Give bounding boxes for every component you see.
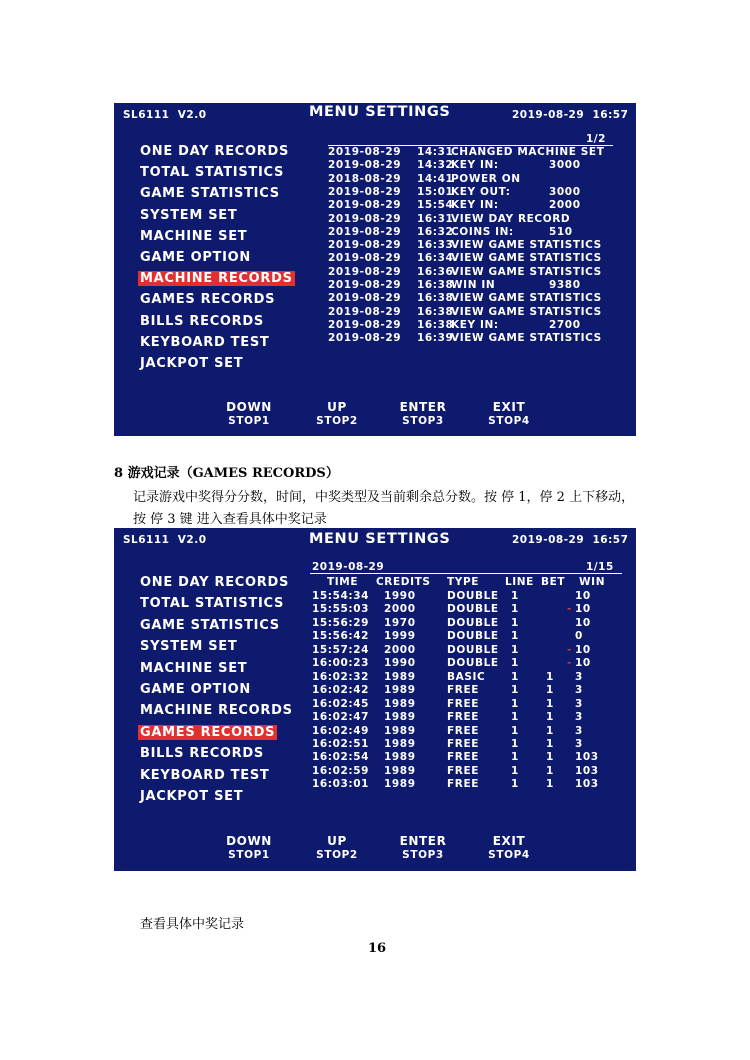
column-header-credits: CREDITS <box>376 576 431 588</box>
record-date: 2019-08-29 <box>328 279 402 291</box>
cell-time: 16:02:49 <box>312 724 370 737</box>
cell-credits: 1999 <box>384 630 416 643</box>
record-date: 2019-08-29 <box>328 146 402 158</box>
record-date: 2019-08-29 <box>328 265 402 278</box>
cell-win: 10 <box>575 616 591 629</box>
record-date: 2019-08-29 <box>328 305 402 318</box>
cell-type: DOUBLE <box>447 657 499 670</box>
record-value: 510 <box>549 225 573 238</box>
cell-win: 10 <box>575 643 591 656</box>
cell-bet: 1 <box>546 778 554 791</box>
cell-credits: 1990 <box>384 657 416 670</box>
column-header-bet: BET <box>541 576 566 588</box>
cell-line: 1 <box>511 684 519 697</box>
record-time: 16:39 <box>417 332 454 345</box>
record-date: 2019-08-29 <box>312 561 385 573</box>
cell-time: 15:56:42 <box>312 630 370 643</box>
cell-win: 3 <box>575 724 583 737</box>
menu-item-one-day-records[interactable]: ONE DAY RECORDS <box>140 144 290 159</box>
machine-records-screen <box>114 103 636 436</box>
cell-win: 3 <box>575 670 583 683</box>
cell-line: 1 <box>511 711 519 724</box>
footer-key-down[interactable]: DOWN <box>226 834 272 848</box>
record-event: COINS IN: <box>451 225 514 238</box>
record-value: 2000 <box>549 199 581 212</box>
cell-time: 16:02:42 <box>312 684 370 697</box>
cell-line: 1 <box>511 670 519 683</box>
cell-type: FREE <box>447 684 480 697</box>
record-value: 9380 <box>549 279 581 291</box>
cell-credits: 1989 <box>384 737 416 750</box>
cell-time: 16:02:32 <box>312 670 370 683</box>
cell-line: 1 <box>511 697 519 710</box>
cell-time: 16:02:59 <box>312 764 370 777</box>
record-time: 16:38 <box>417 292 454 305</box>
cell-type: FREE <box>447 737 480 750</box>
record-time: 15:54 <box>417 199 454 212</box>
menu-title: MENU SETTINGS <box>309 104 451 120</box>
footer-sub-stop2: STOP2 <box>316 415 358 427</box>
record-event: VIEW GAME STATISTICS <box>451 305 602 318</box>
cell-type: DOUBLE <box>447 590 499 602</box>
menu-item-bills-records[interactable]: BILLS RECORDS <box>140 746 264 762</box>
cell-type: BASIC <box>447 670 486 683</box>
record-event: KEY IN: <box>451 199 499 212</box>
cell-credits: 1990 <box>384 590 416 602</box>
cell-credits: 1970 <box>384 616 416 629</box>
cell-win: 10 <box>575 603 591 616</box>
cell-line: 1 <box>511 737 519 750</box>
cell-line: 1 <box>511 751 519 764</box>
record-event: KEY IN: <box>451 318 499 331</box>
footer-key-enter[interactable]: ENTER <box>399 834 447 848</box>
cell-line: 1 <box>511 657 519 670</box>
record-date: 2019-08-29 <box>328 292 402 305</box>
cell-credits: 1989 <box>384 711 416 724</box>
cell-win: 3 <box>575 684 583 697</box>
cell-credits: 2000 <box>384 643 416 656</box>
menu-item-one-day-records[interactable]: ONE DAY RECORDS <box>140 575 290 590</box>
cell-type: FREE <box>447 778 480 791</box>
record-date: 2018-08-29 <box>328 172 402 185</box>
cell-bet: 1 <box>546 670 554 683</box>
cell-credits: 1989 <box>384 670 416 683</box>
record-value: 2700 <box>549 318 581 331</box>
page-indicator: 1/15 <box>586 561 614 573</box>
footer-key-up[interactable]: UP <box>327 834 347 848</box>
menu-item-game-statistics[interactable]: GAME STATISTICS <box>140 186 280 202</box>
cell-time: 16:02:54 <box>312 751 370 764</box>
footer-key-up[interactable]: UP <box>327 400 347 414</box>
cell-win: 3 <box>575 711 583 724</box>
record-time: 16:38 <box>417 305 454 318</box>
cell-time: 16:03:01 <box>312 778 370 791</box>
menu-item-keyboard-test[interactable]: KEYBOARD TEST <box>140 767 270 783</box>
cell-credits: 1989 <box>384 697 416 710</box>
cell-time: 16:02:47 <box>312 711 370 724</box>
datetime: 2019-08-29 16:57 <box>512 534 629 546</box>
section-text-line-1: 记录游戏中奖得分分数，时间，中奖类型及当前剩余总分数。按 停 1，停 2 上下移动， <box>133 490 635 505</box>
menu-item-jackpot-set[interactable]: JACKPOT SET <box>140 356 244 371</box>
record-event: VIEW GAME STATISTICS <box>451 332 602 345</box>
record-event: CHANGED MACHINE SET <box>451 146 605 158</box>
column-header-win: WIN <box>579 576 606 588</box>
footer-sub-stop2: STOP2 <box>316 849 358 861</box>
footer-key-down[interactable]: DOWN <box>226 400 272 414</box>
menu-item-game-option[interactable]: GAME OPTION <box>140 682 251 697</box>
cell-win: 0 <box>575 630 583 643</box>
cell-type: FREE <box>447 764 480 777</box>
cell-time: 16:02:45 <box>312 697 370 710</box>
cell-line: 1 <box>511 630 519 643</box>
menu-item-keyboard-test[interactable]: KEYBOARD TEST <box>140 334 270 350</box>
cell-bet: 1 <box>546 737 554 750</box>
record-time: 16:33 <box>417 239 454 252</box>
cell-win: 103 <box>575 778 599 791</box>
record-value: 3000 <box>549 185 581 198</box>
cell-bet: 1 <box>546 724 554 737</box>
cell-type: FREE <box>447 697 480 710</box>
negative-sign: - <box>567 603 572 616</box>
cell-type: FREE <box>447 711 480 724</box>
cell-bet: 1 <box>546 764 554 777</box>
record-event: VIEW GAME STATISTICS <box>451 292 602 305</box>
record-event: KEY IN: <box>451 159 499 172</box>
negative-sign: - <box>567 657 572 670</box>
cell-win: 10 <box>575 590 591 602</box>
cell-win: 3 <box>575 737 583 750</box>
cell-time: 15:54:34 <box>312 590 370 602</box>
column-header-time: TIME <box>327 576 359 588</box>
cell-time: 16:00:23 <box>312 657 370 670</box>
menu-item-total-statistics[interactable]: TOTAL STATISTICS <box>140 165 285 181</box>
record-date: 2019-08-29 <box>328 185 402 198</box>
record-time: 16:31 <box>417 212 454 225</box>
column-header-line: LINE <box>505 576 534 588</box>
record-event: VIEW GAME STATISTICS <box>451 252 602 265</box>
cell-line: 1 <box>511 764 519 777</box>
record-time: 16:32 <box>417 225 454 238</box>
menu-item-game-option[interactable]: GAME OPTION <box>140 250 251 265</box>
negative-sign: - <box>567 643 572 656</box>
cell-time: 15:57:24 <box>312 643 370 656</box>
record-time: 16:36 <box>417 265 454 278</box>
record-date: 2019-08-29 <box>328 252 402 265</box>
menu-item-machine-records[interactable]: MACHINE RECORDS <box>140 703 293 719</box>
datetime: 2019-08-29 16:57 <box>512 109 629 121</box>
cell-line: 1 <box>511 724 519 737</box>
cell-time: 15:55:03 <box>312 603 370 616</box>
cell-type: FREE <box>447 724 480 737</box>
record-event: VIEW GAME STATISTICS <box>451 239 602 252</box>
record-date: 2019-08-29 <box>328 159 402 172</box>
menu-item-games-records[interactable]: GAMES RECORDS <box>140 292 276 308</box>
section-heading: 8 游戏记录（GAMES RECORDS） <box>114 466 339 481</box>
cell-type: DOUBLE <box>447 616 499 629</box>
games-records-screen <box>114 528 636 871</box>
column-header-type: TYPE <box>447 576 480 588</box>
cell-credits: 1989 <box>384 778 416 791</box>
footer-sub-stop3: STOP3 <box>402 849 444 861</box>
cell-win: 103 <box>575 751 599 764</box>
record-date: 2019-08-29 <box>328 225 402 238</box>
menu-item-system-set[interactable]: SYSTEM SET <box>140 639 238 655</box>
menu-item-jackpot-set[interactable]: JACKPOT SET <box>140 789 244 804</box>
footer-sub-stop1: STOP1 <box>228 415 270 427</box>
cell-line: 1 <box>511 643 519 656</box>
record-date: 2019-08-29 <box>328 332 402 345</box>
menu-item-machine-set[interactable]: MACHINE SET <box>140 660 248 676</box>
record-date: 2019-08-29 <box>328 318 402 331</box>
section-text-line-2: 按 停 3 键 进入查看具体中奖记录 <box>133 512 327 527</box>
record-event: KEY OUT: <box>451 185 511 198</box>
menu-title: MENU SETTINGS <box>309 531 451 547</box>
cell-win: 3 <box>575 697 583 710</box>
cell-line: 1 <box>511 590 519 602</box>
page-indicator: 1/2 <box>586 133 606 145</box>
model-label: SL6111 V2.0 <box>123 109 207 121</box>
cell-credits: 2000 <box>384 603 416 616</box>
record-time: 15:01 <box>417 185 454 198</box>
cell-credits: 1989 <box>384 724 416 737</box>
record-date: 2019-08-29 <box>328 239 402 252</box>
record-event: POWER ON <box>451 172 521 185</box>
footer-key-exit[interactable]: EXIT <box>492 834 526 848</box>
cell-type: DOUBLE <box>447 643 499 656</box>
menu-item-system-set[interactable]: SYSTEM SET <box>140 207 238 223</box>
cell-credits: 1989 <box>384 684 416 697</box>
record-time: 16:38 <box>417 279 454 291</box>
page-number: 16 <box>368 941 387 956</box>
cell-bet: 1 <box>546 684 554 697</box>
menu-item-game-statistics[interactable]: GAME STATISTICS <box>140 617 280 633</box>
footer-key-exit[interactable]: EXIT <box>492 400 526 414</box>
cell-credits: 1989 <box>384 751 416 764</box>
cell-win: 103 <box>575 764 599 777</box>
menu-item-total-statistics[interactable]: TOTAL STATISTICS <box>140 596 285 612</box>
record-date: 2019-08-29 <box>328 199 402 212</box>
record-time: 14:31 <box>417 146 454 158</box>
menu-item-machine-records[interactable]: MACHINE RECORDS <box>140 271 293 287</box>
cell-type: FREE <box>447 751 480 764</box>
cell-credits: 1989 <box>384 764 416 777</box>
cell-type: DOUBLE <box>447 630 499 643</box>
footer-sub-stop1: STOP1 <box>228 849 270 861</box>
cell-line: 1 <box>511 616 519 629</box>
record-date: 2019-08-29 <box>328 212 402 225</box>
record-event: VIEW DAY RECORD <box>451 212 571 225</box>
footer-sub-stop4: STOP4 <box>488 849 530 861</box>
divider <box>310 573 622 574</box>
cell-win: 10 <box>575 657 591 670</box>
menu-item-games-records[interactable]: GAMES RECORDS <box>140 724 276 740</box>
cell-line: 1 <box>511 778 519 791</box>
record-event: VIEW GAME STATISTICS <box>451 265 602 278</box>
cell-line: 1 <box>511 603 519 616</box>
cell-type: DOUBLE <box>447 603 499 616</box>
record-time: 14:32 <box>417 159 454 172</box>
footer-sub-stop3: STOP3 <box>402 415 444 427</box>
cell-bet: 1 <box>546 751 554 764</box>
footer-key-enter[interactable]: ENTER <box>399 400 447 414</box>
cell-bet: 1 <box>546 711 554 724</box>
record-time: 16:34 <box>417 252 454 265</box>
record-value: 3000 <box>549 159 581 172</box>
caption: 查看具体中奖记录 <box>140 917 245 932</box>
record-time: 16:38 <box>417 318 454 331</box>
footer-sub-stop4: STOP4 <box>488 415 530 427</box>
record-event: WIN IN <box>451 279 496 291</box>
model-label: SL6111 V2.0 <box>123 534 207 546</box>
menu-item-bills-records[interactable]: BILLS RECORDS <box>140 313 264 329</box>
cell-time: 15:56:29 <box>312 616 370 629</box>
cell-time: 16:02:51 <box>312 737 370 750</box>
record-time: 14:41 <box>417 172 454 185</box>
cell-bet: 1 <box>546 697 554 710</box>
menu-item-machine-set[interactable]: MACHINE SET <box>140 228 248 244</box>
